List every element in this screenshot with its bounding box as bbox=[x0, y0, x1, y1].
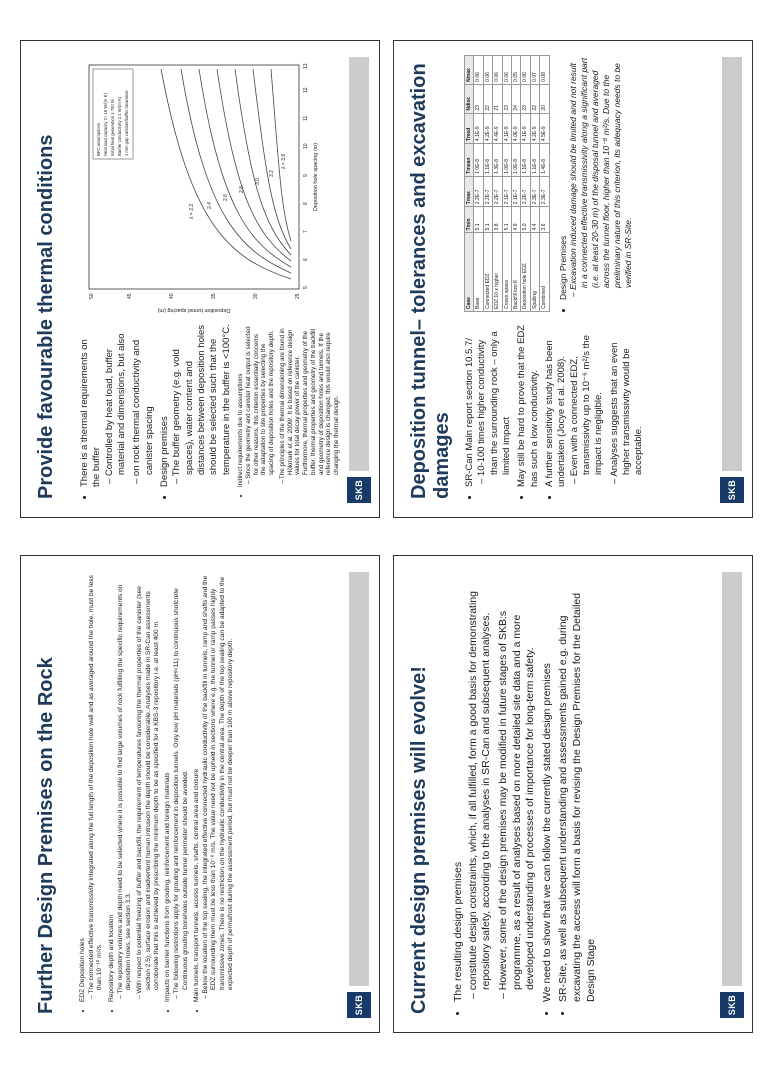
table-header: Case bbox=[465, 233, 474, 312]
bullet: • The resulting design premises – constitute design constraints, which, if all fulfilled, form a good basis for demonstrating repository safety, according to the analyses in SR-Can and subsequent analyses. – However, some of the design premises may be modified in future stages of SKB:s programme, as a result of analyses based on more detailed site data and a more developed understanding of processes of importance for long-term safety. bbox=[452, 570, 538, 1002]
footer-bar bbox=[349, 57, 369, 471]
table-cell: 2.2E-7 bbox=[521, 176, 530, 206]
sub-bullet: – The buffer geometry (e.g. void spaces), water content and distances between deposition holes should be selected such that the temperature in the buffer is <100°C. bbox=[171, 324, 233, 475]
table-cell: 4.4 bbox=[530, 207, 539, 233]
table-header: Tmed bbox=[465, 113, 474, 143]
sub-bullet: – Below the location of the top sealing, the integrated effective connected hydraulic conductivity of the backfill in tunnels, ramp and shafts and the EDZ surrounding them must be less than 10⁻⁸ m/s. The value need not be upheld in sections where e.g. the tunnel or ramp passes highly transmissive zones. There is no restriction on the hydraulic conductivity in the central area. The depth of the top sealing can be adapted to the expected depth of permafrost during the assessment period, but must not be deeper than 100 m above repository depth. bbox=[202, 570, 235, 990]
sub-bullet: – Even with a connected EDZ, transmissivity up to 10⁻⁶ m²/s the impact is negligible. bbox=[569, 324, 606, 475]
bullet: • We need to show that we can follow the currently stated design premises bbox=[541, 570, 555, 1002]
table-cell: 2.1E-7 bbox=[511, 176, 520, 206]
table-cell: Combined bbox=[540, 233, 549, 312]
table-cell: 5.1 bbox=[502, 207, 511, 233]
bullet: • May still be hard to prove that the EDZ has such a low conductivity. bbox=[516, 324, 541, 487]
x-tick: 8 bbox=[303, 202, 309, 205]
table-cell: Deposition hole EDZ bbox=[521, 233, 530, 312]
slide-title: Further Design Premises on the Rock bbox=[35, 657, 57, 1014]
table-cell: 1.1E-8 bbox=[530, 144, 539, 177]
table-cell: 0.06 bbox=[521, 56, 530, 85]
table-row bbox=[502, 56, 511, 312]
table-row bbox=[521, 56, 530, 312]
table-cell: 22 bbox=[483, 84, 492, 113]
table-cell: 2.1E-7 bbox=[502, 176, 511, 206]
table-cell: 4.1E-9 bbox=[521, 113, 530, 143]
slide-deposition-tunnel bbox=[393, 40, 753, 518]
table-cell: 24 bbox=[511, 84, 520, 113]
table-header: Tmin bbox=[465, 207, 474, 233]
table-cell: 3.6 bbox=[540, 207, 549, 233]
slide-content bbox=[464, 324, 712, 499]
table-cell: 4.4E-9 bbox=[493, 113, 502, 143]
table-cell: 2.3E-7 bbox=[540, 176, 549, 206]
skb-logo: SKB bbox=[347, 477, 371, 503]
table-header: Nmax bbox=[465, 56, 474, 85]
table-cell: 22 bbox=[530, 84, 539, 113]
legend-line: 1 mm gap canister/buffer clearance bbox=[124, 90, 129, 156]
x-tick: 6 bbox=[303, 258, 309, 261]
sub-bullet: – 10-100 times higher conductivity than the surrounding rock – only a limited impact bbox=[476, 324, 513, 475]
sub-bullet: – Controlled by heat load, buffer material and dimensions, but also bbox=[104, 324, 129, 475]
x-tick: 9 bbox=[303, 174, 309, 177]
table-cell: 0.06 bbox=[493, 56, 502, 85]
bullet: • Design Premises – Excavation induced damage should be limited and not result in a connected effective transmissivity along a significant part (i.e. at least 20-30 m) of the disposal tunnel and averaged across the tunnel floor, higher than 10⁻⁸ m²/s. Due to the preliminary nature of this criterion, its adequacy needs to be verified in SR-Site. bbox=[558, 55, 634, 300]
thermal-chart-svg bbox=[81, 57, 331, 319]
table-cell: 4.9 bbox=[511, 207, 520, 233]
table-cell: 4.5E-9 bbox=[540, 113, 549, 143]
table-row bbox=[530, 56, 539, 312]
table-cell: 0.06 bbox=[502, 56, 511, 85]
slide-thermal-conditions bbox=[20, 40, 380, 518]
sub-bullet: – Since the geometry and canister heat output is selected for other reasons, this criterion essentially concerns the adaptation to site properties by selecting the spacing of deposition holes and the repository depth. bbox=[245, 324, 276, 475]
slide-slot-4 bbox=[393, 555, 753, 1033]
curve-label: 2.6 bbox=[223, 194, 229, 201]
slide-right-column bbox=[464, 55, 712, 312]
x-tick: 7 bbox=[303, 230, 309, 233]
x-tick: 11 bbox=[303, 115, 309, 121]
table-cell: 4.1E-9 bbox=[502, 113, 511, 143]
table-cell: 5.1 bbox=[483, 207, 492, 233]
slide-slot-3 bbox=[20, 555, 380, 1033]
curve-label: λ = 2.2 bbox=[189, 203, 195, 219]
sub-bullet: – constitute design constraints, which, if all fulfilled, form a good basis for demonstrating repository safety, according to the analyses in SR-Can and subsequent analyses. bbox=[467, 570, 494, 990]
table-cell: 1.0E-8 bbox=[502, 144, 511, 177]
table-cell: 23 bbox=[521, 84, 530, 113]
y-tick: 30 bbox=[253, 293, 259, 299]
table-cell: 5.1 bbox=[474, 207, 483, 233]
table-header: Tmax bbox=[465, 176, 474, 206]
table-cell: 4.1E-9 bbox=[474, 113, 483, 143]
table-cell: 21 bbox=[493, 84, 502, 113]
curve-label: 3.0 bbox=[255, 178, 261, 185]
slide-title: Provide favourable thermal conditions bbox=[35, 134, 57, 499]
table-cell: 3.8 bbox=[493, 207, 502, 233]
table-cell: 0.08 bbox=[540, 56, 549, 85]
curve-label: 2.4 bbox=[207, 202, 213, 209]
skb-logo: SKB bbox=[720, 477, 744, 503]
x-axis-label: Deposition hole spacing (m) bbox=[313, 142, 319, 212]
y-tick: 35 bbox=[211, 293, 217, 299]
slide-content bbox=[79, 324, 339, 499]
table-row bbox=[511, 56, 520, 312]
table-cell: 1.0E-8 bbox=[474, 144, 483, 177]
skb-logo: SKB bbox=[720, 992, 744, 1018]
table-body bbox=[474, 56, 549, 312]
table-row bbox=[493, 56, 502, 312]
table-cell: 23 bbox=[474, 84, 483, 113]
footer-bar bbox=[349, 572, 369, 986]
legend-line: Barrier conductivity 1.1 W/(m·K) bbox=[117, 96, 122, 156]
slide-content bbox=[452, 570, 712, 1014]
y-tick: 50 bbox=[89, 293, 95, 299]
y-tick: 40 bbox=[169, 293, 175, 299]
bullet: • Main tunnels, transport tunnels, access tunnels, shafts, central area and closure – Below the location of the top sealing, the integrated effective connected hydraulic conductivity of the backfill in tunnels, ramp and shafts and the EDZ surrounding them must be less than 10⁻⁸ m/s. The value need not be upheld in sections where e.g. the tunnel or ramp passes highly transmissive zones. There is no restriction on the hydraulic conductivity in the central area. The depth of the top sealing can be adapted to the expected depth of permafrost during the assessment period, but must not be deeper than 100 m above repository depth. bbox=[193, 570, 235, 1002]
table-cell: 1.4E-8 bbox=[540, 144, 549, 177]
bullet: • Indirect requirements due to assumptions – Since the geometry and canister heat output is selected for other reasons, this criterion essentially concerns the adaptation to site properties by selecting the spacing of deposition holes and the repository depth. – The principles of the thermal dimensioning are found in Hökmark et al. 2009/. It is based on reference design values for total decay power of the canister. Furthermore, thermal properties and geometry of the buffer, thermal properties and geometry of the backfill and geometry of deposition holes and tunnels. If the reference design is changed, this would also require changing the thermal design. bbox=[237, 324, 341, 487]
curve-label: 3.2 bbox=[269, 170, 275, 177]
table-cell: 20 bbox=[540, 84, 549, 113]
table-header: Ndisc bbox=[465, 84, 474, 113]
table-row bbox=[474, 56, 483, 312]
y-tick: 45 bbox=[127, 293, 133, 299]
slide-current-design-premises bbox=[393, 555, 753, 1033]
slide-further-design-premises bbox=[20, 555, 380, 1033]
slide-content bbox=[79, 570, 339, 1014]
y-tick: 25 bbox=[295, 293, 301, 299]
table-cell: 0.06 bbox=[483, 56, 492, 85]
table-cell: 2.2E-7 bbox=[493, 176, 502, 206]
table-cell: EDZ 10 x higher bbox=[493, 233, 502, 312]
legend-line: Initial heat generation 1 700 W bbox=[110, 99, 115, 156]
skb-logo: SKB bbox=[347, 992, 371, 1018]
table-cell: Crown space bbox=[502, 233, 511, 312]
table-header-row bbox=[465, 56, 474, 312]
table-cell: 0.05 bbox=[511, 56, 520, 85]
table-cell: 23 bbox=[502, 84, 511, 113]
table-cell: 2.2E-7 bbox=[474, 176, 483, 206]
sub-bullet: – However, some of the design premises may be modified in future stages of SKB:s programme, as a result of analyses based on more detailed site data and a more developed understanding of processes of importance for long-term safety. bbox=[497, 570, 538, 990]
table-cell: Backfill low K bbox=[511, 233, 520, 312]
small-text-block bbox=[237, 324, 341, 499]
y-axis-label: Deposition tunnel spacing (m) bbox=[157, 307, 231, 313]
curve-label: λ = 3.6 bbox=[281, 153, 287, 169]
table-cell: 1.3E-8 bbox=[493, 144, 502, 177]
bullet: • SR-Can Main report section 10.5.7/ – 10-100 times higher conductivity than the surrounding rock – only a limited impact bbox=[464, 324, 513, 487]
sub-bullet: – The principles of the thermal dimensioning are found in Hökmark et al. 2009/. It is based on reference design values for total decay power of the canister. Furthermore, thermal properties and geometry of the buffer, thermal properties and geometry of the backfill and geometry of deposition holes and tunnels. If the reference design is changed, this would also require changing the thermal design. bbox=[279, 324, 341, 475]
slide-slot-2 bbox=[393, 40, 753, 518]
legend-line: BFC assumptions bbox=[96, 122, 101, 156]
bullet: • SR-Site, as well as subsequent understanding and assessments gained e.g. during excavating the access will form a basis for revising the Design Premises for the Detailed Design Stage bbox=[557, 570, 598, 1002]
sub-bullet: – The repository volumes and depth need to be selected where it is possible to find large volumes of rock fulfilling the specific requirements on deposition holes, see section 3.3. bbox=[117, 570, 133, 990]
footer-bar bbox=[722, 572, 742, 986]
sensitivity-table bbox=[464, 55, 550, 312]
table-cell: 1.1E-8 bbox=[521, 144, 530, 177]
thermal-chart bbox=[81, 57, 331, 319]
sub-bullet: – Excavation induced damage should be limited and not result in a connected effective transmissivity along a significant part (i.e. at least 20-30 m) of the disposal tunnel and averaged across the tunnel floor, higher than 10⁻⁸ m²/s. Due to the preliminary nature of this criterion, its adequacy needs to be verified in SR-Site. bbox=[568, 55, 633, 288]
table-row bbox=[483, 56, 492, 312]
bullet: • Repository depth and location – The repository volumes and depth need to be selected where it is possible to find large volumes of rock fulfilling the specific requirements on deposition holes, see section 3.3. – With respect to potential freezing of buffer and backfill, the requirement of temperatures favouring the thermal properties of the canister (see section 2.5), surface erosion and inadvertent human intrusion the depth should be considerable. Analyses made in SR-Can assessments corroborate that this is achieved by prescribing the minimum depth to be as specified for a KBS-3 repository i.e. at least 400 m. bbox=[108, 570, 161, 1002]
x-tick: 12 bbox=[303, 87, 309, 93]
sub-bullet: – Analyses suggests that an even higher transmissivity would be acceptable. bbox=[609, 324, 646, 475]
bullet: • Design premises – The buffer geometry (e.g. void spaces), water content and distances between deposition holes should be selected such that the temperature in the buffer is <100°C. bbox=[159, 324, 233, 487]
table-row bbox=[540, 56, 549, 312]
table-cell: 0.06 bbox=[474, 56, 483, 85]
y-tick-labels bbox=[89, 293, 301, 299]
table-cell: Spalling bbox=[530, 233, 539, 312]
bullet: • There is a thermal requirements on the buffer – Controlled by heat load, buffer material and dimensions, but also – on rock thermal conductivity and canister spacing bbox=[79, 324, 156, 487]
sub-bullet: – The connected effective transmissivity integrated along the full length of the deposition hole wall and as averaged around the hole, must be less than 10⁻¹⁰ m²/s. bbox=[88, 570, 104, 990]
legend-line: Heat load capacity 2 / 18 W/(m·K) bbox=[103, 93, 108, 156]
x-tick-labels bbox=[303, 63, 309, 289]
x-tick: 5 bbox=[303, 286, 309, 289]
table-cell: 5.0 bbox=[521, 207, 530, 233]
x-tick: 10 bbox=[303, 143, 309, 149]
sub-bullet: – The following restrictions apply for grouting and reinforcement in deposition tunnels. Only low pH materials (pH<11) to continuous shotcrete Continuous grouting boreholes outside tunnel perimeter should be avoided. bbox=[173, 570, 189, 990]
table-cell: 0.07 bbox=[530, 56, 539, 85]
table-header: Tmean bbox=[465, 144, 474, 177]
slide-slot-1 bbox=[20, 40, 380, 518]
footer-bar bbox=[722, 57, 742, 471]
slide-title: Current design premises will evolve! bbox=[408, 666, 430, 1014]
bullet: • EDZ Deposition holes – The connected effective transmissivity integrated along the full length of the deposition hole wall and as averaged around the hole, must be less than 10⁻¹⁰ m²/s. bbox=[79, 570, 105, 1002]
curve-label: 2.8 bbox=[239, 186, 245, 193]
table-cell: 2.2E-7 bbox=[483, 176, 492, 206]
slide-title: Deposition tunnel– tolerances and excavation damages bbox=[408, 63, 453, 499]
table-cell: 4.0E-9 bbox=[511, 113, 520, 143]
table-cell: 4.2E-9 bbox=[530, 113, 539, 143]
table-cell: 4.2E-9 bbox=[483, 113, 492, 143]
sub-bullet: – on rock thermal conductivity and canister spacing bbox=[131, 324, 156, 475]
sub-bullet: – With respect to potential freezing of buffer and backfill, the requirement of temperatures favouring the thermal properties of the canister (see section 2.5), surface erosion and inadvertent human intrusion the depth should be considerable. Analyses made in SR-Can assessments corroborate that this is achieved by prescribing the minimum depth to be as specified for a KBS-3 repository i.e. at least 400 m. bbox=[136, 570, 161, 990]
bullet: • A further sensitivity study has been undertaken (Jocye et al. 2008). – Even with a connected EDZ, transmissivity up to 10⁻⁶ m²/s the impact is negligible. – Analyses suggests that an even higher transmissivity would be acceptable. bbox=[544, 324, 646, 487]
table-cell: 1.0E-8 bbox=[511, 144, 520, 177]
table-cell: Connected EDZ bbox=[483, 233, 492, 312]
bullet: • Impacts on barrier functions from grouting, reinforcement and foreign materials – The following restrictions apply for grouting and reinforcement in deposition tunnels. Only low pH materials (pH<11) to continuous shotcrete Continuous grouting boreholes outside tunnel perimeter should be avoided. bbox=[164, 570, 190, 1002]
table-cell: 2.3E-7 bbox=[530, 176, 539, 206]
x-tick: 13 bbox=[303, 63, 309, 69]
table-cell: 1.1E-8 bbox=[483, 144, 492, 177]
table-cell: Base bbox=[474, 233, 483, 312]
